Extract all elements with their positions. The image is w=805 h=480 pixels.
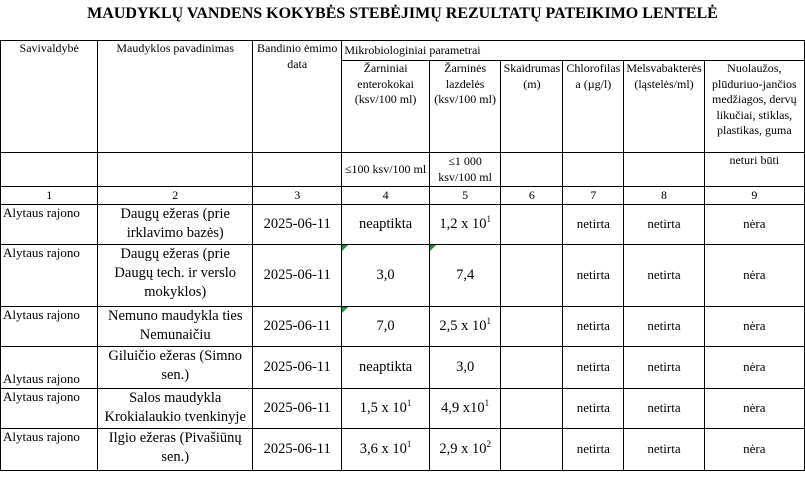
enterococci-cell[interactable] [342,245,430,307]
table-title: MAUDYKLŲ VANDENS KOKYBĖS STEBĖJIMŲ REZULTATŲ PATEIKIMO LENTELĖ [87,5,718,22]
municipality-cell[interactable]: Alytaus rajono [1,205,98,245]
column-number[interactable]: 3 [253,187,342,205]
sample-date-cell[interactable]: 2025-06-11 [253,429,342,471]
value-exponent: 1 [406,439,412,450]
table-row [1,245,805,307]
value-base: 3,0 [456,359,475,376]
ecoli-cell[interactable] [429,389,501,429]
cyanobacteria-cell[interactable]: netirta [624,205,704,245]
column-number[interactable]: 8 [624,187,704,205]
header-micro-group[interactable]: Mikrobiologiniai parametrai [342,41,501,61]
chlorophyll-cell[interactable]: netirta [563,245,624,307]
value-base: 3,0 [376,267,395,284]
transparency-cell[interactable] [501,347,563,389]
header-blank[interactable] [501,41,805,61]
value-base: neaptikta [359,359,413,376]
enterococci-cell[interactable] [342,429,430,471]
header-sample-date[interactable]: Bandinio ėmimo data [253,41,342,153]
header-cyanobacteria[interactable]: Melsvabakterės (ląstelės/ml) [624,61,704,153]
debris-cell[interactable]: nėra [704,205,804,245]
limit-debris[interactable]: neturi būti [704,153,804,187]
chlorophyll-cell[interactable]: netirta [563,429,624,471]
transparency-cell[interactable] [501,205,563,245]
column-number[interactable]: 6 [501,187,563,205]
value-exponent: 1 [406,398,412,409]
transparency-cell[interactable] [501,429,563,471]
municipality-cell[interactable]: Alytaus rajono [1,245,98,307]
enterococci-cell[interactable] [342,389,430,429]
chlorophyll-cell[interactable]: netirta [563,205,624,245]
table-row [1,429,805,471]
site-name-cell[interactable]: Ilgio ežeras (Pivašiūnų sen.) [98,429,253,471]
municipality-cell[interactable]: Alytaus rajono [1,429,98,471]
chlorophyll-cell[interactable]: netirta [563,389,624,429]
municipality-cell[interactable]: Alytaus rajono [1,389,98,429]
value-base: 7,4 [456,267,475,284]
limit-cell[interactable] [501,153,563,187]
site-name-cell[interactable]: Daugų ežeras (prie irklavimo bazės) [98,205,253,245]
value-exponent: 2 [486,439,491,450]
column-number[interactable]: 2 [98,187,253,205]
header-municipality[interactable]: Savivaldybė [1,41,98,153]
value-exponent: 1 [484,398,490,409]
results-table [0,40,805,471]
table-row [1,347,805,389]
site-name-cell[interactable]: Giluičio ežeras (Simno sen.) [98,347,253,389]
value-base: 3,6 x 10 [359,441,407,458]
site-name-cell[interactable]: Salos maudykla Krokialaukio tvenkinyje [98,389,253,429]
sample-date-cell[interactable]: 2025-06-11 [253,245,342,307]
municipality-cell[interactable]: Alytaus rajono [1,347,98,389]
debris-cell[interactable]: nėra [704,307,804,347]
ecoli-cell[interactable] [429,307,501,347]
transparency-cell[interactable] [501,245,563,307]
limit-cell[interactable] [1,153,98,187]
sample-date-cell[interactable]: 2025-06-11 [253,389,342,429]
table-row [1,307,805,347]
value-base: 2,5 x 10 [439,318,487,335]
header-chlorophyll[interactable]: Chlorofilas a (µg/l) [563,61,624,153]
transparency-cell[interactable] [501,389,563,429]
enterococci-cell[interactable] [342,205,430,245]
municipality-cell[interactable]: Alytaus rajono [1,307,98,347]
column-number[interactable]: 4 [342,187,430,205]
header-debris[interactable]: Nuolaužos, plūduriuo-jančios medžiagos, dervų likučiai, stiklas, plastikas, guma [704,61,804,153]
header-enterococci[interactable]: Žarniniai enterokokai (ksv/100 ml) [342,61,430,153]
site-name-cell[interactable]: Nemuno maudykla ties Nemunaičiu [98,307,253,347]
transparency-cell[interactable] [501,307,563,347]
limit-cell[interactable] [98,153,253,187]
ecoli-cell[interactable] [429,205,501,245]
limit-enterococci[interactable]: ≤100 ksv/100 ml [342,153,430,187]
ecoli-cell[interactable] [429,347,501,389]
column-number[interactable]: 5 [429,187,501,205]
chlorophyll-cell[interactable]: netirta [563,347,624,389]
value-exponent: 1 [486,316,491,327]
debris-cell[interactable]: nėra [704,429,804,471]
column-number[interactable]: 7 [563,187,624,205]
table-row [1,389,805,429]
debris-cell[interactable]: nėra [704,389,804,429]
cyanobacteria-cell[interactable]: netirta [624,389,704,429]
limit-cell[interactable] [253,153,342,187]
value-exponent: 1 [486,214,491,225]
value-base: 7,0 [376,318,395,335]
column-number[interactable]: 1 [1,187,98,205]
header-ecoli[interactable]: Žarninės lazdelės (ksv/100 ml) [429,61,501,153]
site-name-cell[interactable]: Daugų ežeras (prie Daugų tech. ir verslo mokyklos) [98,245,253,307]
ecoli-cell[interactable] [429,245,501,307]
value-base: 1,2 x 10 [439,216,487,233]
value-base: 4,9 x10 [441,400,485,417]
sample-date-cell[interactable]: 2025-06-11 [253,205,342,245]
column-number[interactable]: 9 [704,187,804,205]
header-site-name[interactable]: Maudyklos pavadinimas [98,41,253,153]
table-row [1,205,805,245]
chlorophyll-cell[interactable]: netirta [563,307,624,347]
debris-cell[interactable]: nėra [704,245,804,307]
sample-date-cell[interactable]: 2025-06-11 [253,307,342,347]
sample-date-cell[interactable]: 2025-06-11 [253,347,342,389]
cyanobacteria-cell[interactable]: netirta [624,347,704,389]
value-base: 2,9 x 10 [439,441,487,458]
cyanobacteria-cell[interactable]: netirta [624,307,704,347]
ecoli-cell[interactable] [429,429,501,471]
limit-ecoli[interactable]: ≤1 000 ksv/100 ml [429,153,501,187]
enterococci-cell[interactable] [342,347,430,389]
value-base: 1,5 x 10 [359,400,407,417]
cyanobacteria-cell[interactable]: netirta [624,429,704,471]
enterococci-cell[interactable] [342,307,430,347]
limit-cell[interactable] [563,153,624,187]
limit-cell[interactable] [624,153,704,187]
header-transparency[interactable]: Skaidrumas (m) [501,61,563,153]
debris-cell[interactable]: nėra [704,347,804,389]
cyanobacteria-cell[interactable]: netirta [624,245,704,307]
value-base: neaptikta [359,216,413,233]
